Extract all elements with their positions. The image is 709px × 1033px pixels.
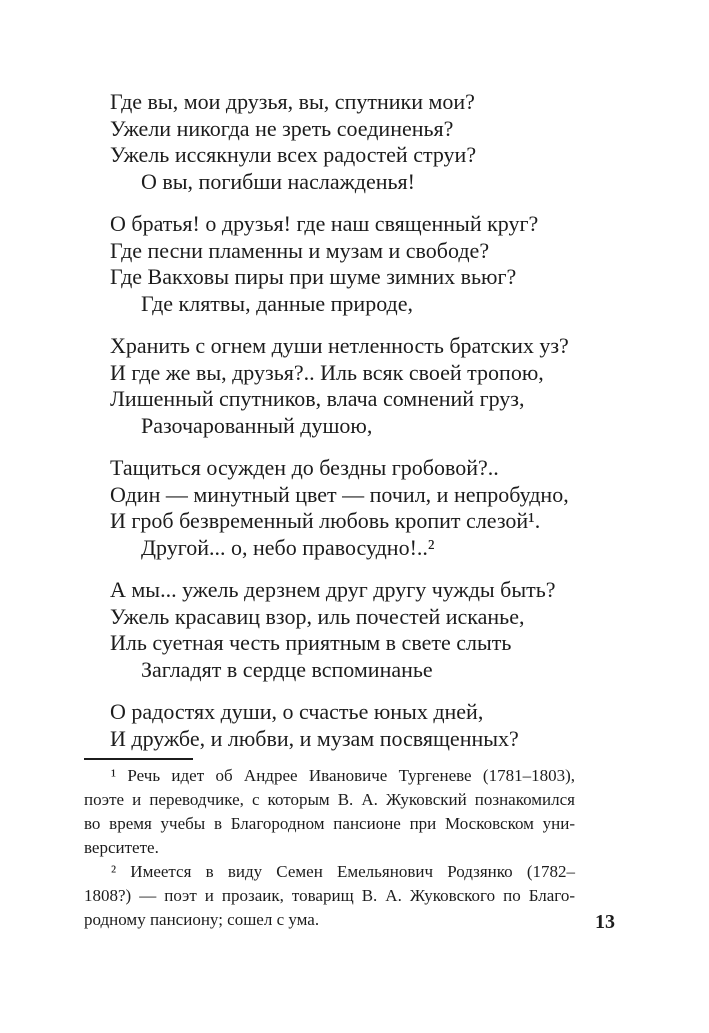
poem-line: Иль суетная честь приятным в свете слыть <box>110 630 512 655</box>
poem-line: Ужель иссякнули всех радостей струи? <box>110 142 477 167</box>
poem-line: Хранить с огнем души нетленность братских уз? <box>110 333 569 358</box>
footnote-line: верситете. <box>84 838 159 857</box>
footnote-line: 1808?) — поэт и прозаик, товарищ В. А. Жуковского по Благо- <box>84 886 575 905</box>
poem-line: Один — минутный цвет — почил, и непробудно, <box>110 481 569 507</box>
poem-line: Другой... о, небо правосудно!..² <box>141 534 435 560</box>
poem-line: И гроб безвременный любовь кропит слезой¹. <box>110 508 541 533</box>
poem-line: О братья! о друзья! где наш священный круг? <box>110 211 539 236</box>
poem-line: Где Вакховы пиры при шуме зимних вьюг? <box>110 264 517 289</box>
footnote-separator-rule <box>84 758 193 760</box>
footnote-line: ² Имеется в виду Семен Емельянович Родзянко (1782– <box>111 862 575 881</box>
stanza-4 <box>110 455 679 561</box>
stanza-1 <box>110 89 679 195</box>
poem-line: Где песни пламенны и музам и свободе? <box>110 237 490 263</box>
stanza-3 <box>110 333 679 439</box>
footnotes <box>84 764 575 932</box>
footnote-1 <box>84 764 575 860</box>
footnote-2 <box>84 860 575 932</box>
poem-line: И дружбе, и любви, и музам посвященных? <box>110 725 519 751</box>
poem-line: Тащиться осужден до бездны гробовой?.. <box>110 455 499 480</box>
stanza-6 <box>110 699 679 752</box>
poem-line: А мы... ужель дерзнем друг другу чужды быть? <box>110 577 556 602</box>
poem-line: Где клятвы, данные природе, <box>141 290 414 316</box>
poem-line: И где же вы, друзья?.. Иль всяк своей тропою, <box>110 359 544 385</box>
poem <box>110 89 679 752</box>
stanza-2 <box>110 211 679 317</box>
poem-line: Разочарованный душою, <box>141 412 373 438</box>
stanza-5 <box>110 577 679 683</box>
footnote-line: ¹ Речь идет об Андрее Ивановиче Тургеневе (1781–1803), <box>111 766 575 785</box>
poem-line: Ужели никогда не зреть соединенья? <box>110 115 454 141</box>
poem-line: Загладят в сердце вспоминанье <box>141 656 433 682</box>
footnote-line: во время учебы в Благородном пансионе при Московском уни- <box>84 814 575 833</box>
footnote-line: родному пансиону; сошел с ума. <box>84 910 320 929</box>
poem-line: О радостях души, о счастье юных дней, <box>110 699 484 724</box>
poem-line: Лишенный спутников, влача сомнений груз, <box>110 386 525 411</box>
poem-line: О вы, погибши наслажденья! <box>141 168 415 194</box>
page-number: 13 <box>595 911 615 933</box>
poem-line: Где вы, мои друзья, вы, спутники мои? <box>110 89 475 114</box>
poem-line: Ужель красавиц взор, иль почестей исканье, <box>110 603 525 629</box>
footnote-line: поэте и переводчике, с которым В. А. Жуковский познакомился <box>84 790 575 809</box>
